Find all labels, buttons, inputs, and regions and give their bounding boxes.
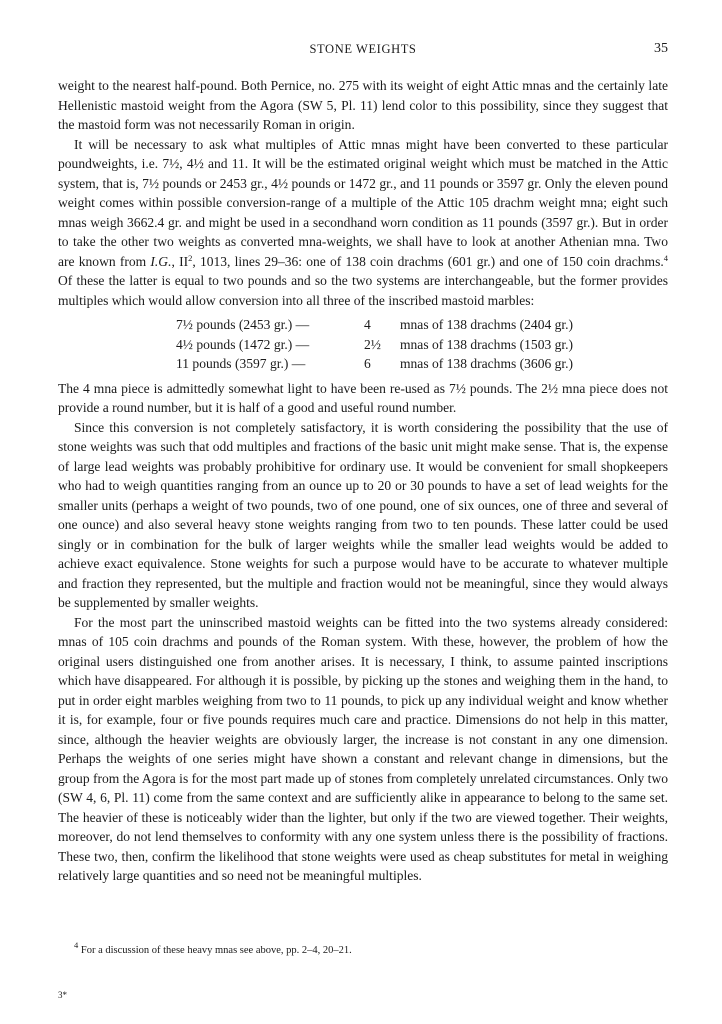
conversion-mnas: 6 (364, 356, 371, 371)
paragraph-2-text-b: , 1013, lines 29–36: one of 138 coin drachms (601 gr.) and one of 150 coin drachms. (192, 253, 664, 269)
running-head (58, 42, 668, 62)
footnote-marker: 4 (74, 940, 79, 950)
conversion-mnas: 2½ (364, 336, 381, 352)
conversion-table (176, 315, 668, 374)
footnote-text: For a discussion of these heavy mnas see above, pp. 2–4, 20–21. (80, 945, 352, 956)
conversion-detail: mnas of 138 drachms (1503 gr.) (400, 336, 574, 352)
conversion-pounds: 4½ pounds (1472 gr.) — (176, 336, 310, 352)
paragraph-3: The 4 mna piece is admittedly somewhat light to have been re-used as 7½ pounds. The 2½ mna piece does not provide a round number, but it is half of a good and useful round number. (58, 380, 668, 415)
conversion-mnas: 4 (364, 317, 371, 332)
conversion-row (176, 354, 668, 374)
citation-edition: 2 (188, 252, 193, 263)
paragraph-4: Since this conversion is not completely satisfactory, it is worth considering the possibility that the use of stone weights was such that odd multiples and fractions of the basic unit might make sense. That is, the expense of large lead weights was probably prohibitive for ordinary use. It would be convenient for small shopkeepers who had to weigh quantities ranging from an ounce up to 20 or 30 pounds to have a set of lead weights for the smaller units (perhaps a weight of two pounds, two of one pound, one of six ounces, one of three and several of one ounce) and also several heavy stone weights ranging from two to ten pounds. These latter could be used singly or in combination for the bulk of larger weights while the smaller lead weights would be added to achieve exact equivalence. Stone weights for such a purpose would have to be accurate to whatever multiple and fraction they represented, but the multiple and fraction would not be meaningful, since they would always be supplemented by smaller weights. (58, 419, 668, 610)
footnote (74, 940, 668, 958)
body-text (58, 76, 668, 886)
conversion-detail: mnas of 138 drachms (3606 gr.) (400, 356, 574, 371)
conversion-row (176, 335, 668, 355)
paragraph-2-text-a: It will be necessary to ask what multiples of Attic mnas might have been converted to these particular poundweights, i.e. 7½, 4½ and 11. It will be the estimated original weight which must be matched in the Attic system, that is, 7½ pounds or 2453 gr., 4½ pounds or 1472 gr., and 11 pounds or 3597 gr. Only the eleven pound weight comes within possible conversion-range of a multiple of the Attic 105 drachm weight mna; eight such mnas weigh 3662.4 gr. and might be used in a secondhand worn condition as 11 pounds (3597 gr.). But in order to take the other two weights as converted mna-weights, we shall have to look at another Athenian mna. Two are known from (58, 136, 668, 269)
citation-volume: , II (171, 253, 189, 269)
paragraph-2 (58, 135, 668, 311)
citation-ig: I.G. (150, 253, 172, 269)
conversion-pounds: 11 pounds (3597 gr.) — (176, 356, 306, 371)
paragraph-2-text-c: Of these the latter is equal to two pounds and so the two systems are interchangeable, but the former provides multiples which would allow conversion into all three of the inscribed mastoid marbles: (58, 273, 668, 308)
paragraph-5: For the most part the uninscribed mastoid weights can be fitted into the two systems already considered: mnas of 105 coin drachms and pounds of the Roman system. With these, however, the problem of how the original users distinguished one from another arises. It is necessary, I think, to assume painted inscriptions which have disappeared. For although it is possible, by picking up the stones and weighing them in the hand, to put in order eight marbles weighing from two to 11 pounds, to pick up any individual weight and know whether it is, for example, four or five pounds requires much care and practice. Dimensions do not help in this matter, since, although the heavier weights are obviously larger, the increase is not constant in any one dimension. Perhaps the weights of one series might have shown a constant and relevant change in dimensions, but the group from the Agora is for the most part made up of stones from completely unrelated circumstances. Only two (SW 4, 6, Pl. 11) come from the same context and are sufficiently alike in appearance to belong to the same set. The heavier of these is noticeably wider than the lighter, but only if the two are viewed together. Their weights, moreover, do not lend themselves to conformity with any one system unless there is the possibility of fractions. These two, then, confirm the likelihood that stone weights were used as cheap substitutes for metal in weighing relatively large quantities and so need not be meaningful multiples. (58, 614, 668, 883)
chapter-title: STONE WEIGHTS (309, 42, 417, 56)
conversion-detail: mnas of 138 drachms (2404 gr.) (400, 317, 574, 332)
paragraph-1: weight to the nearest half-pound. Both Pernice, no. 275 with its weight of eight Attic mnas and the certainly late Hellenistic mastoid weight from the Agora (SW 5, Pl. 11) lend color to this possibility, since they suggest that the mastoid form was not necessarily Roman in origin. (58, 78, 668, 132)
conversion-row (176, 315, 668, 335)
signature-mark: 3* (58, 990, 67, 1000)
footnote-ref-4: 4 (663, 252, 669, 263)
conversion-pounds: 7½ pounds (2453 gr.) — (176, 317, 310, 332)
page-number: 35 (654, 41, 668, 56)
